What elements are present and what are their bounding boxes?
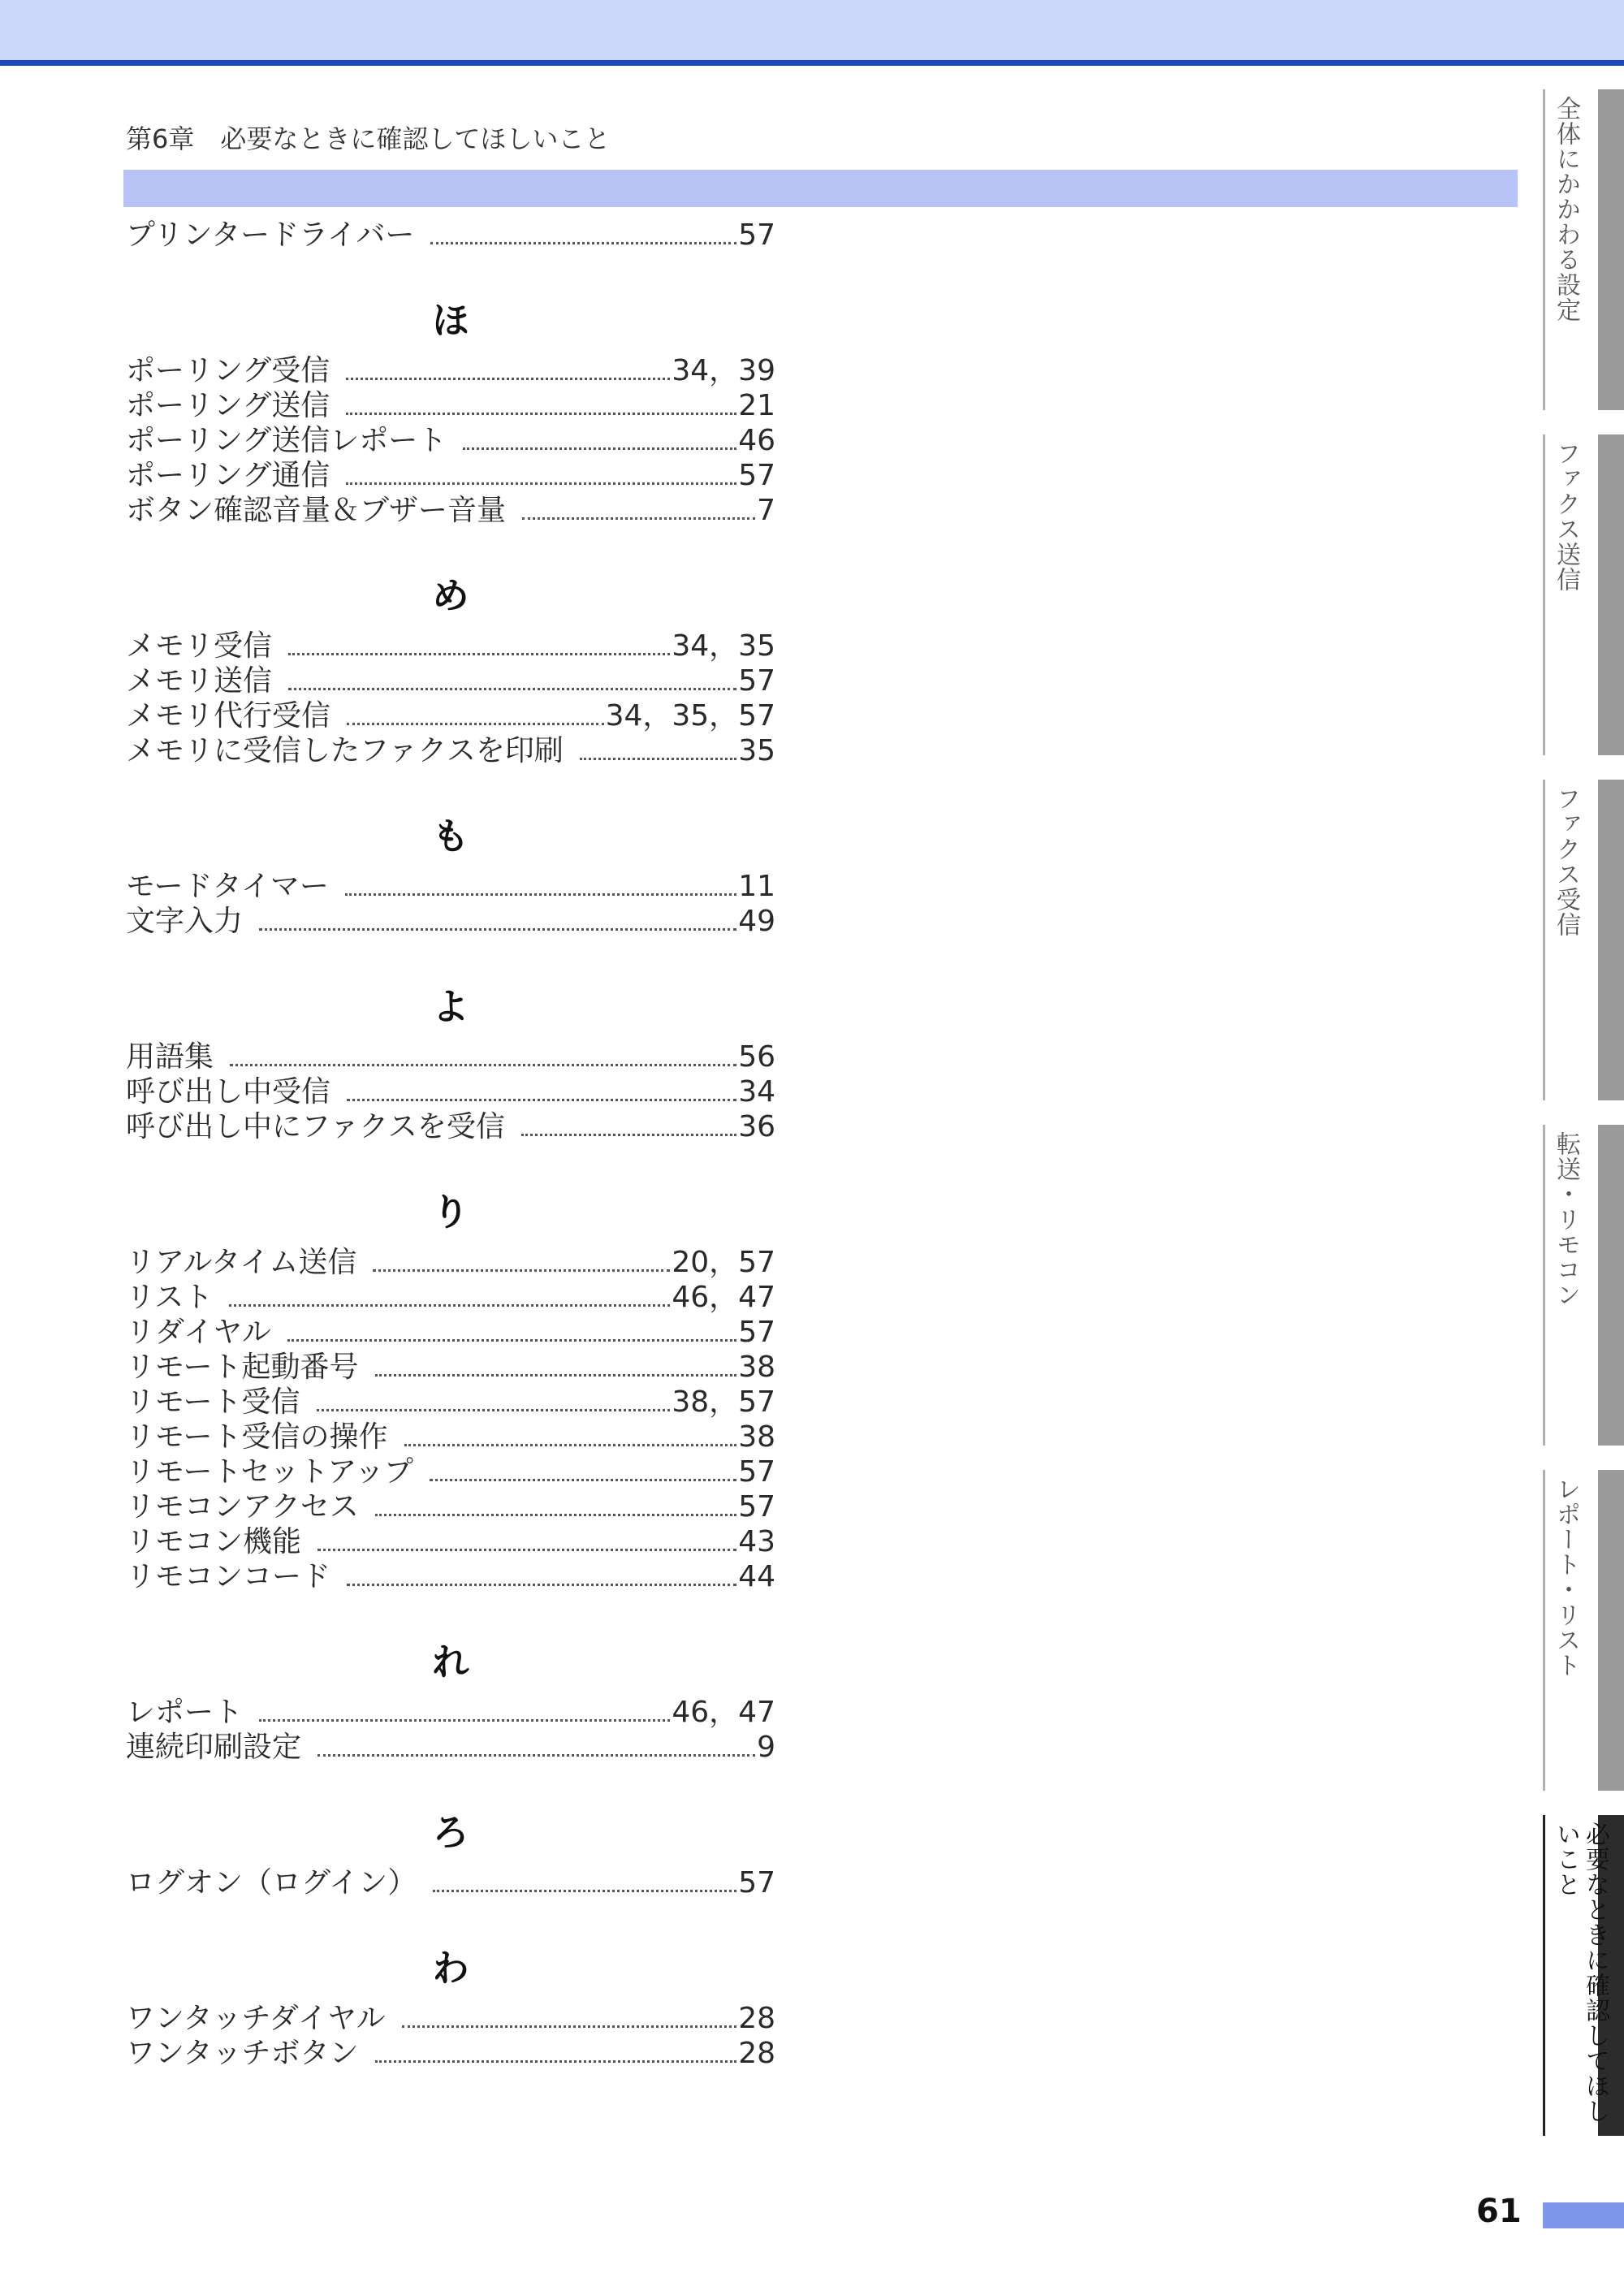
entry-label: ワンタッチボタン	[126, 2037, 359, 2070]
dot-leader	[229, 1304, 670, 1307]
index-group	[126, 1800, 775, 1900]
tab-divider	[1543, 1125, 1545, 1446]
dot-leader	[347, 723, 604, 725]
tab-strip	[1598, 434, 1624, 755]
side-tab-label: 必要なときに確認してほしいこと	[1552, 1822, 1609, 2124]
side-tab[interactable]	[1543, 1815, 1624, 2136]
index-entry	[126, 1280, 775, 1315]
kana-heading: よ	[432, 985, 469, 1028]
kana-heading: り	[432, 1191, 469, 1234]
dot-leader	[346, 482, 736, 485]
entry-page: 11	[738, 870, 775, 903]
kana-heading: れ	[432, 1640, 469, 1683]
dot-leader	[521, 1134, 736, 1136]
entry-page: 34，35	[672, 629, 775, 663]
side-tab-label: レポート・リスト	[1552, 1476, 1580, 1678]
kana-heading: わ	[432, 1947, 469, 1990]
entry-label: ワンタッチダイヤル	[126, 2002, 386, 2035]
dot-leader	[430, 1479, 736, 1481]
index-entry	[126, 388, 775, 423]
index-group	[126, 1630, 775, 1765]
entry-page: 34，35，57	[605, 699, 775, 733]
entry-page: 57	[738, 459, 775, 492]
kana-heading: も	[432, 815, 469, 858]
entry-page: 21	[738, 389, 775, 422]
entry-page: 57	[738, 1866, 775, 1900]
dot-leader	[288, 653, 670, 655]
header-band	[0, 0, 1624, 62]
tab-divider	[1543, 434, 1545, 755]
tab-divider	[1543, 1470, 1545, 1791]
tab-divider	[1543, 89, 1545, 410]
entry-page: 7	[757, 494, 775, 527]
entry-label: リモート起動番号	[126, 1351, 359, 1384]
entry-page: 9	[757, 1731, 775, 1764]
entry-page: 38	[738, 1420, 775, 1454]
index-entry	[126, 629, 775, 663]
entry-page: 28	[738, 2002, 775, 2035]
entry-label: ポーリング送信	[126, 389, 330, 422]
entry-page: 46，47	[672, 1281, 775, 1314]
entry-label: 用語集	[126, 1040, 214, 1074]
entry-page: 57	[738, 1490, 775, 1524]
dot-leader	[346, 413, 736, 415]
index-group	[126, 1180, 775, 1594]
tab-strip	[1598, 1470, 1624, 1791]
entry-label: 文字入力	[126, 905, 244, 938]
index-entry	[126, 1315, 775, 1350]
entry-page: 46	[738, 424, 775, 457]
entry-page: 56	[738, 1040, 775, 1074]
entry-page: 57	[738, 218, 775, 252]
entry-label: プリンタードライバー	[126, 218, 415, 252]
side-tab[interactable]	[1543, 434, 1624, 755]
entry-label: ポーリング通信	[126, 459, 330, 492]
index-entry	[126, 353, 775, 388]
index-entry	[126, 1039, 775, 1074]
index-entry	[126, 1559, 775, 1594]
index-entry	[126, 1350, 775, 1385]
kana-heading: ほ	[432, 299, 469, 342]
dot-leader	[347, 1099, 736, 1101]
entry-page: 49	[738, 905, 775, 938]
dot-leader	[259, 1719, 670, 1722]
dot-leader	[230, 1064, 736, 1066]
index-entry	[126, 733, 775, 768]
index-entry	[126, 1385, 775, 1420]
entry-label: リモコンコード	[126, 1560, 331, 1593]
index-entry	[126, 1454, 775, 1489]
index-entry	[126, 423, 775, 458]
entry-label: リモート受信の操作	[126, 1420, 388, 1454]
dot-leader	[347, 1584, 736, 1586]
entry-label: 呼び出し中にファクスを受信	[126, 1110, 505, 1143]
kana-heading: め	[432, 574, 469, 617]
kana-heading: ろ	[432, 1811, 469, 1854]
index-entry	[126, 493, 775, 528]
page-number: 61	[1476, 2193, 1522, 2230]
dot-leader	[402, 2025, 737, 2028]
index-entry	[126, 869, 775, 904]
entry-label: リダイヤル	[126, 1316, 271, 1349]
index-entry	[126, 1109, 775, 1144]
side-tab[interactable]	[1543, 780, 1624, 1100]
index-entry	[126, 663, 775, 698]
entry-label: 連続印刷設定	[126, 1731, 302, 1764]
index-group	[126, 975, 775, 1144]
index-group	[126, 804, 775, 939]
entry-label: ログオン（ログイン）	[126, 1866, 417, 1900]
entry-page: 44	[738, 1560, 775, 1593]
dot-leader	[375, 1514, 736, 1516]
entry-label: リアルタイム送信	[126, 1246, 357, 1279]
tab-strip	[1598, 89, 1624, 410]
side-tab-label: 転送・リモコン	[1552, 1131, 1580, 1307]
entry-page: 35	[738, 734, 775, 767]
entry-page: 38，57	[672, 1385, 775, 1419]
dot-leader	[375, 1374, 737, 1377]
entry-label: ポーリング送信レポート	[126, 424, 447, 457]
index-entry	[126, 458, 775, 493]
dot-leader	[373, 1269, 670, 1272]
entry-label: リモート受信	[126, 1385, 300, 1419]
index-entry	[126, 1730, 775, 1765]
index-group	[126, 1936, 775, 2071]
entry-page: 34	[738, 1075, 775, 1109]
entry-label: モードタイマー	[126, 870, 329, 903]
header-rule	[0, 60, 1624, 66]
chapter-heading: 第6章 必要なときに確認してほしいこと	[126, 123, 611, 154]
index-entry	[126, 1245, 775, 1280]
tab-strip	[1598, 1125, 1624, 1446]
entry-page: 57	[738, 1316, 775, 1349]
entry-label: リモコンアクセス	[126, 1490, 359, 1524]
index-entry	[126, 1420, 775, 1454]
side-tab-label: ファクス受信	[1552, 786, 1580, 937]
entry-label: メモリ代行受信	[126, 699, 331, 733]
entry-label: メモリ受信	[126, 629, 273, 663]
section-bar	[123, 170, 1518, 207]
page-marker	[1543, 2202, 1624, 2228]
tab-divider	[1543, 1815, 1545, 2136]
index-entry	[126, 1074, 775, 1109]
index-group	[126, 288, 775, 528]
entry-page: 43	[738, 1525, 775, 1558]
index-entry	[126, 1524, 775, 1559]
index-entry	[126, 1489, 775, 1524]
dot-leader	[463, 447, 736, 450]
index-entry	[126, 218, 775, 253]
dot-leader	[288, 688, 736, 690]
dot-leader	[433, 1890, 736, 1892]
index-groups	[126, 288, 775, 2071]
dot-leader	[375, 2060, 737, 2063]
entry-label: 呼び出し中受信	[126, 1075, 331, 1109]
index-top-group	[126, 218, 775, 253]
entry-label: レポート	[126, 1696, 244, 1729]
index-entry	[126, 1865, 775, 1900]
entry-page: 57	[738, 1455, 775, 1489]
dot-leader	[580, 758, 736, 760]
dot-leader	[522, 517, 755, 520]
entry-label: ポーリング受信	[126, 354, 330, 387]
side-tab[interactable]	[1543, 1125, 1624, 1446]
entry-page: 46，47	[672, 1696, 775, 1729]
entry-label: メモリに受信したファクスを印刷	[126, 734, 564, 767]
dot-leader	[317, 1409, 671, 1411]
entry-page: 38	[738, 1351, 775, 1384]
tab-strip	[1598, 780, 1624, 1100]
side-tab[interactable]	[1543, 89, 1624, 410]
entry-page: 36	[738, 1110, 775, 1143]
index-entry	[126, 1695, 775, 1730]
index-entry	[126, 2036, 775, 2071]
entry-page: 57	[738, 664, 775, 698]
side-tab-label: ファクス送信	[1552, 441, 1580, 592]
dot-leader	[345, 893, 736, 896]
index-group	[126, 564, 775, 768]
entry-page: 20，57	[672, 1246, 775, 1279]
entry-label: リスト	[126, 1281, 214, 1314]
dot-leader	[317, 1754, 755, 1757]
entry-page: 34，39	[672, 354, 775, 387]
index-entry	[126, 904, 775, 939]
dot-leader	[346, 378, 670, 380]
index-entry	[126, 2001, 775, 2036]
dot-leader	[430, 242, 736, 244]
entry-page: 28	[738, 2037, 775, 2070]
side-tab-label: 全体にかかわる設定	[1552, 96, 1580, 322]
index-entry	[126, 698, 775, 733]
dot-leader	[287, 1339, 736, 1342]
tab-divider	[1543, 780, 1545, 1100]
index-column	[126, 218, 775, 2107]
dot-leader	[259, 928, 736, 931]
entry-label: ボタン確認音量＆ブザー音量	[126, 494, 507, 527]
dot-leader	[404, 1444, 737, 1446]
entry-label: リモートセットアップ	[126, 1455, 413, 1489]
entry-label: メモリ送信	[126, 664, 273, 698]
side-tab[interactable]	[1543, 1470, 1624, 1791]
dot-leader	[317, 1549, 736, 1551]
entry-label: リモコン機能	[126, 1525, 302, 1558]
